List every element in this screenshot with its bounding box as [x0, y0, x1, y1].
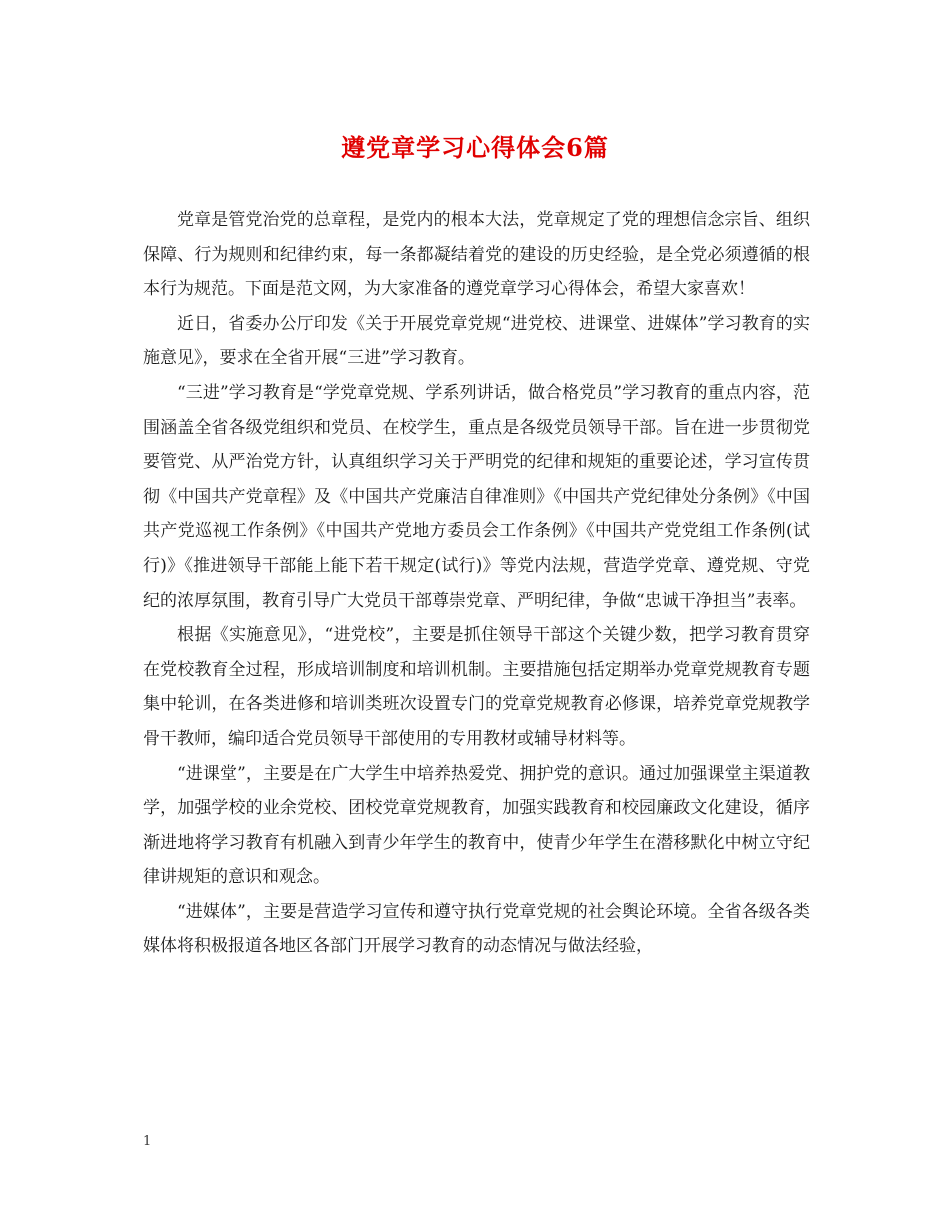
paragraph-party-school: 根据《实施意见》，“进党校”，主要是抓住领导干部这个关键少数，把学习教育贯穿在党校教育全过程，形成培训制度和培训机制。主要措施包括定期举办党章党规教育专题集中轮训，在各类进修和培训类班次设置专门的党章党规教育必修课，培养党章党规教学骨干教师，编印适合党员领导干部使用的专用教材或辅导材料等。 [143, 625, 810, 749]
paragraph-media: “进媒体”，主要是营造学习宣传和遵守执行党章党规的社会舆论环境。全省各级各类媒体将积极报道各地区各部门开展学习教育的动态情况与做法经验， [143, 901, 810, 957]
paragraph-notice: 近日，省委办公厅印发《关于开展党章党规“进党校、进课堂、进媒体”学习教育的实施意见》，要求在全省开展“三进”学习教育。 [143, 313, 810, 369]
paragraph-three-entries: “三进”学习教育是“学党章党规、学系列讲话，做合格党员”学习教育的重点内容，范围涵盖全省各级党组织和党员、在校学生，重点是各级党员领导干部。旨在进一步贯彻党要管党、从严治党方针，认真组织学习关于严明党的纪律和规矩的重要论述，学习宣传贯彻《中国共产党章程》及《中国共产党廉洁自律准则》《中国共产党纪律处分条例》《中国共产党巡视工作条例》《中国共产党地方委员会工作条例》《中国共产党党组工作条例(试行)》《推进领导干部能上能下若干规定(试行)》等党内法规，营造学党章、遵党规、守党纪的浓厚氛围，教育引导广大党员干部尊崇党章、严明纪律，争做“忠诚干净担当”表率。 [143, 382, 810, 611]
paragraph-classroom: “进课堂”，主要是在广大学生中培养热爱党、拥护党的意识。通过加强课堂主渠道教学，加强学校的业余党校、团校党章党规教育，加强实践教育和校园廉政文化建设，循序渐进地将学习教育有机融入到青少年学生的教育中，使青少年学生在潜移默化中树立守纪律讲规矩的意识和观念。 [143, 763, 810, 888]
page-number: 1 [143, 1134, 152, 1149]
paragraph-intro: 党章是管党治党的总章程，是党内的根本大法，党章规定了党的理想信念宗旨、组织保障、行为规则和纪律约束，每一条都凝结着党的建设的历史经验，是全党必须遵循的根本行为规范。下面是范文网，为大家准备的遵党章学习心得体会，希望大家喜欢！ [143, 210, 810, 300]
document-body [143, 203, 810, 964]
document-title: 遵党章学习心得体会6篇 [341, 133, 609, 162]
